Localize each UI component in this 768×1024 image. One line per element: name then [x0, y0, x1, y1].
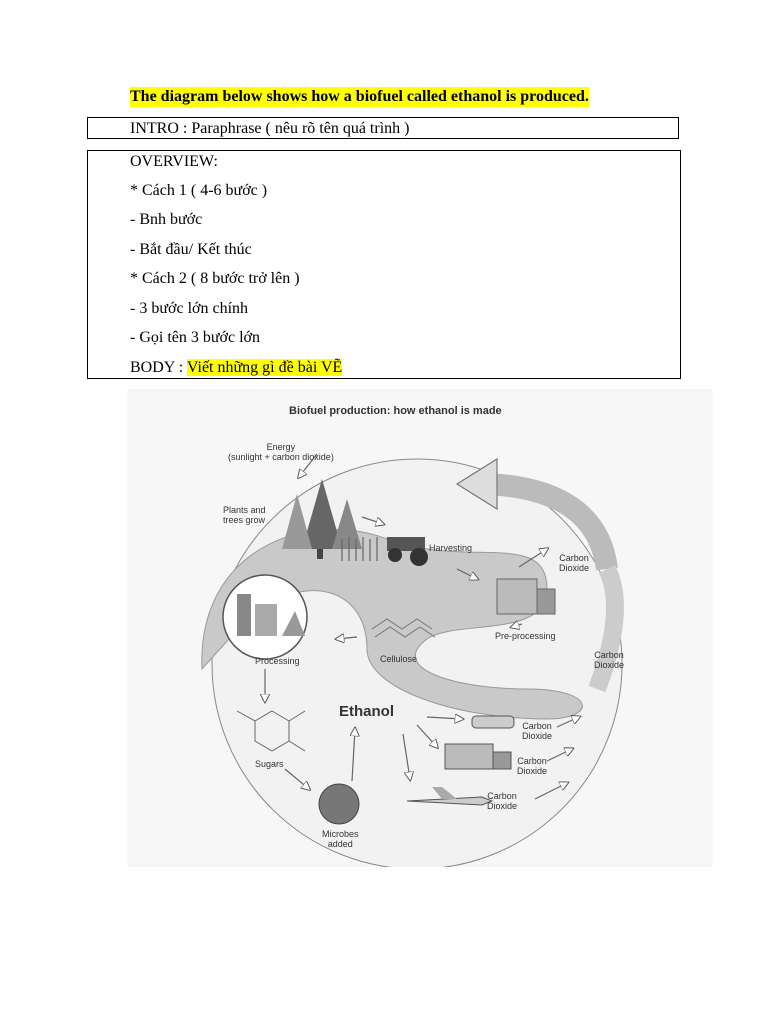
carbon-dioxide-label-2: Carbon Dioxide — [594, 650, 625, 670]
body-line — [130, 359, 342, 377]
overview-line-a: - Bnh bước — [130, 211, 203, 228]
intro-text: INTRO : Paraphrase ( nêu rõ tên quá trình ) — [130, 120, 410, 137]
body-highlight: Viết những gì đề bài VẼ — [186, 359, 343, 376]
ethanol-diagram — [127, 389, 713, 867]
overview-line-d: - Gọi tên 3 bước lớn — [130, 329, 261, 346]
microbes-label: Microbes added — [322, 829, 359, 849]
carbon-dioxide-label-1: Carbon Dioxide — [559, 553, 590, 573]
diagram-graphic — [127, 389, 713, 867]
car-icon — [472, 716, 514, 728]
cellulose-label: Cellulose — [380, 654, 418, 664]
body-prefix: BODY : — [130, 359, 187, 376]
page-title: The diagram below shows how a biofuel called ethanol is produced. — [130, 88, 589, 105]
overview-method-2: * Cách 2 ( 8 bước trở lên ) — [130, 270, 300, 287]
overview-line-b: - Bắt đầu/ Kết thúc — [130, 241, 252, 258]
processing-label: Processing — [255, 656, 300, 666]
preprocessing-label: Pre-processing — [495, 631, 556, 641]
ethanol-label: Ethanol — [339, 703, 394, 720]
carbon-dioxide-label-4: Carbon Dioxide — [517, 756, 548, 776]
energy-label: Energy (sunlight + carbon dioxide) — [228, 442, 334, 462]
plants-label: Plants and trees grow — [223, 505, 266, 525]
microbes-icon — [319, 784, 359, 824]
overview-heading: OVERVIEW: — [130, 153, 218, 170]
overview-method-1: * Cách 1 ( 4-6 bước ) — [130, 182, 268, 199]
overview-line-c: - 3 bước lớn chính — [130, 300, 249, 317]
carbon-dioxide-label-3: Carbon Dioxide — [522, 721, 553, 741]
harvesting-label: Harvesting — [429, 543, 473, 553]
diagram-title: Biofuel production: how ethanol is made — [289, 405, 502, 417]
overview-box — [87, 150, 681, 379]
carbon-dioxide-label-5: Carbon Dioxide — [487, 791, 518, 811]
intro-box — [87, 117, 679, 139]
sugars-label: Sugars — [255, 759, 284, 769]
